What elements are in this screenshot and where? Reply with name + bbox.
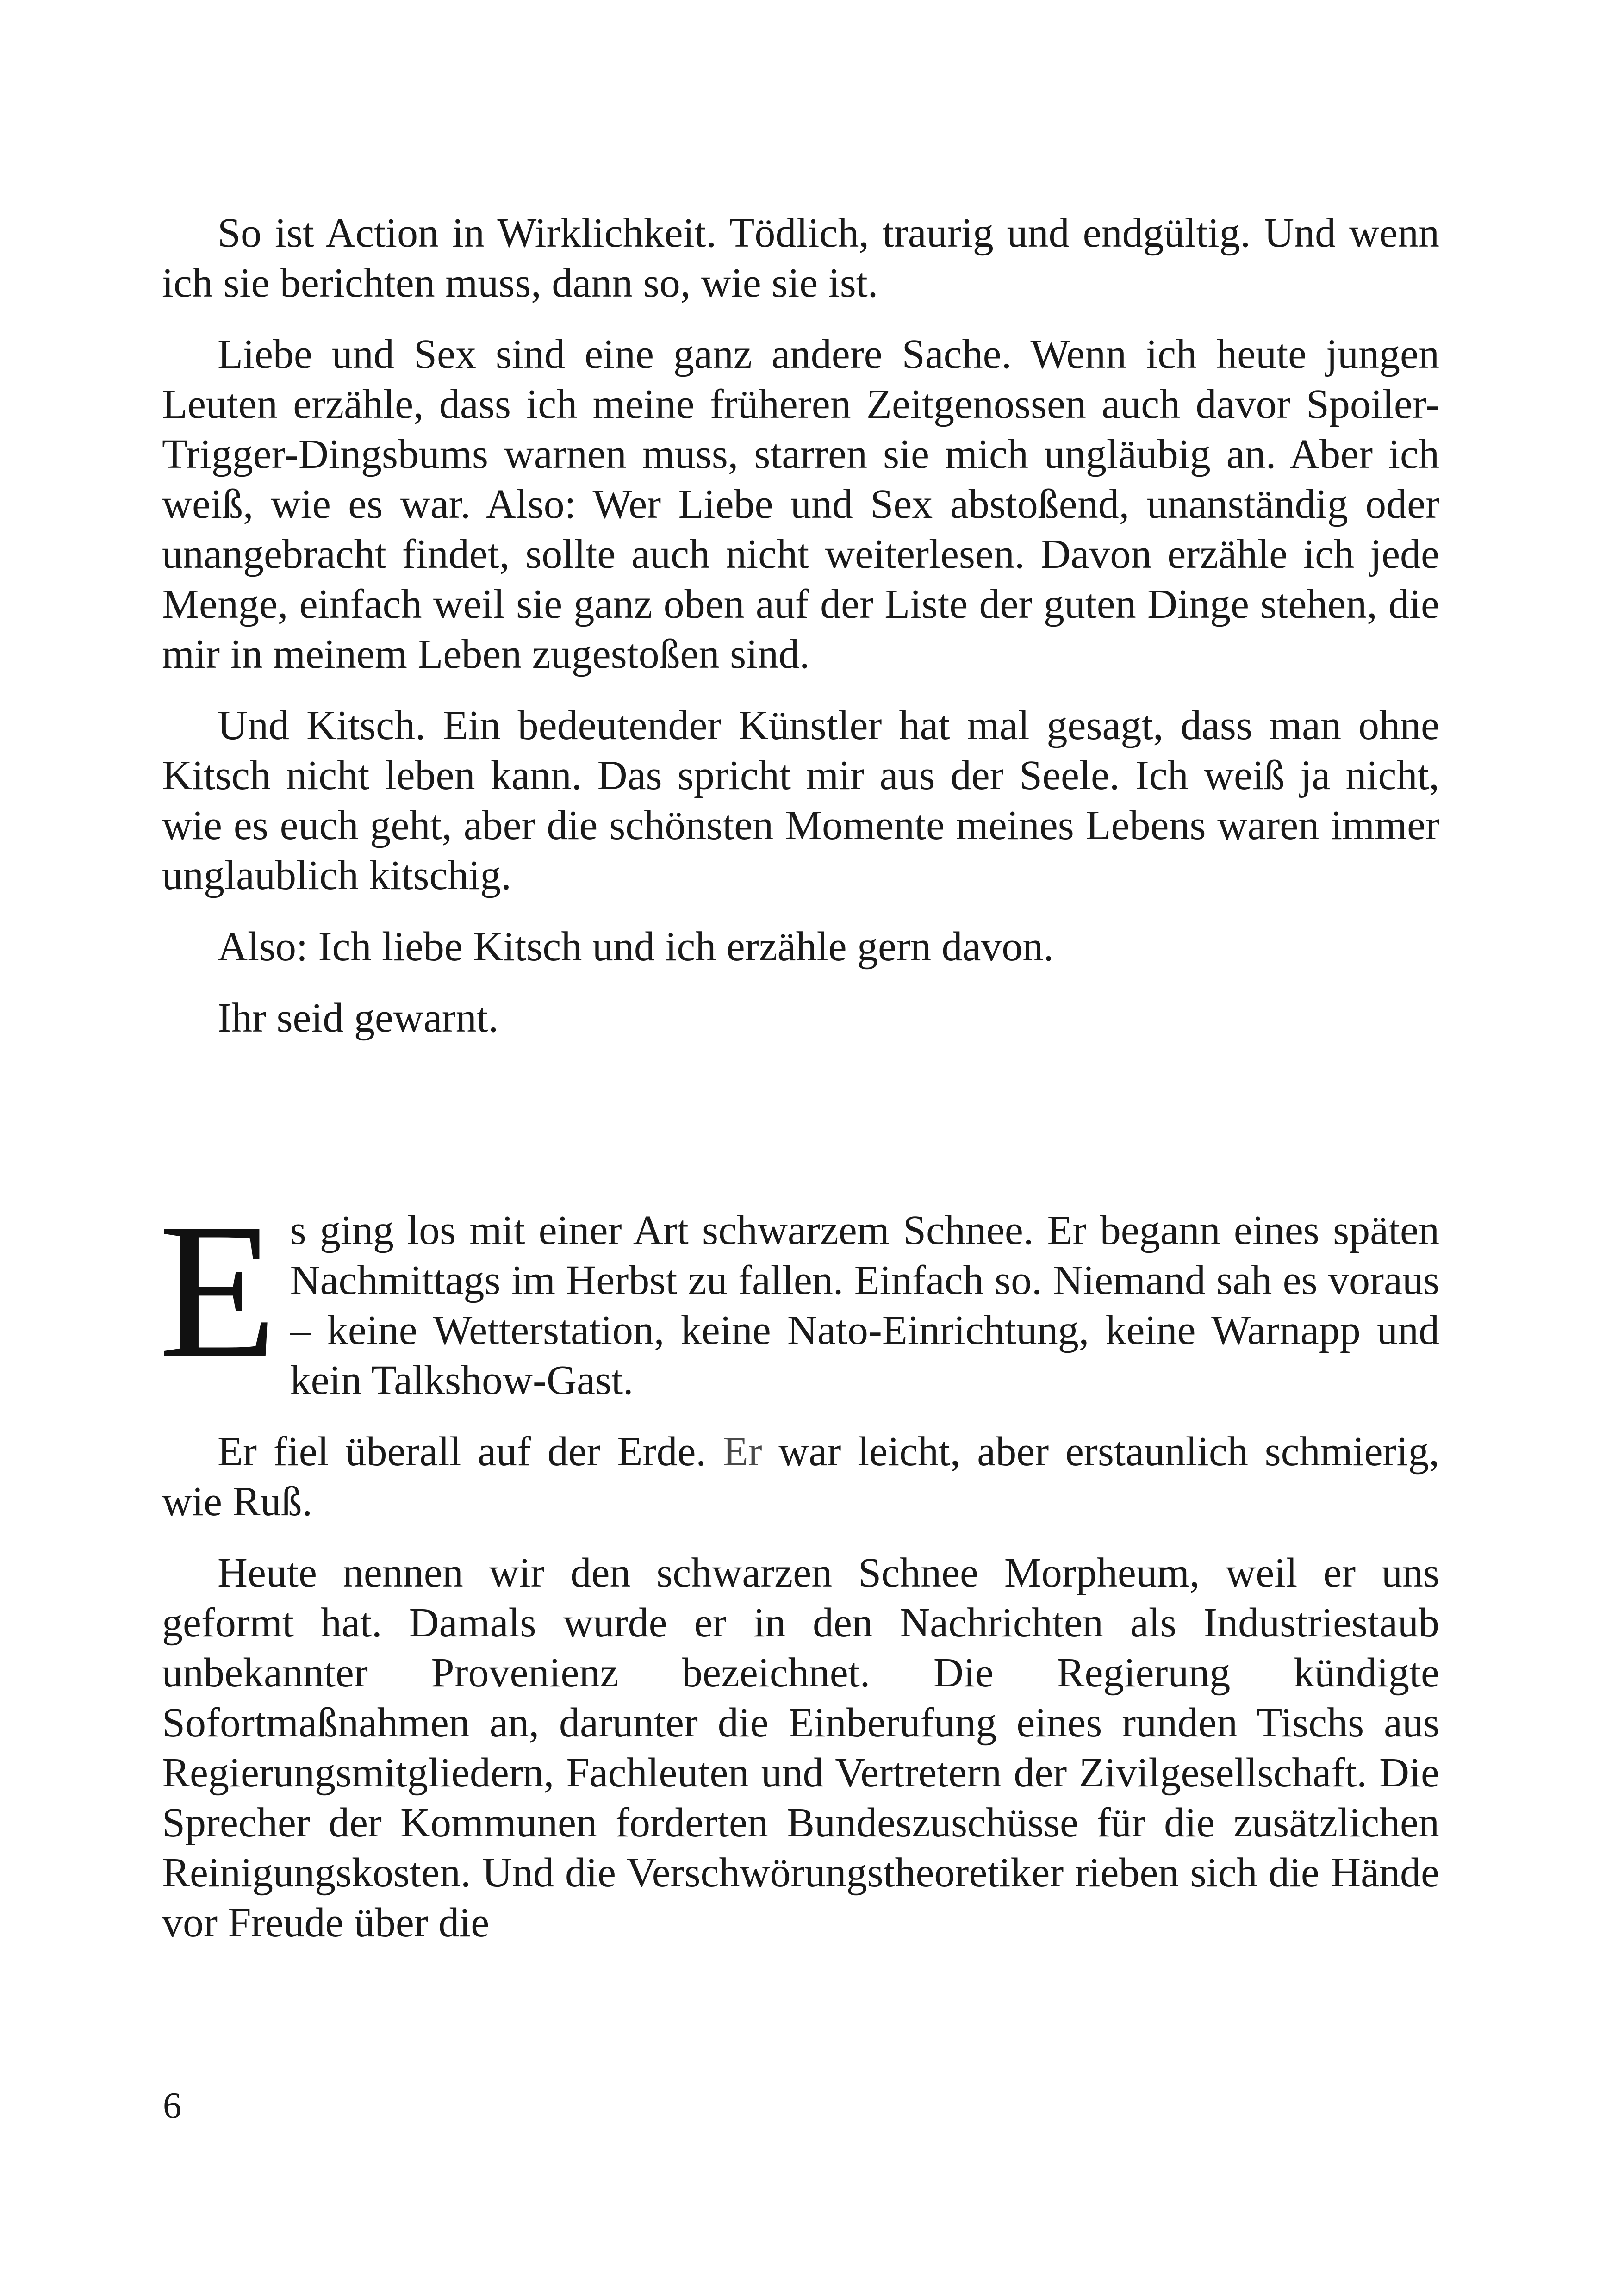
paragraph-earth-muted-word: Er: [722, 1429, 762, 1475]
paragraph-earth-end: war leicht, aber erstaunlich schmierig, wie Ruß.: [162, 1429, 1439, 1524]
chapter-opening-paragraph: [158, 1183, 1439, 1406]
paragraph-love-and-sex: Liebe und Sex sind eine ganz andere Sache. Wenn ich heute jungen Leuten erzähle, dass ich meine früheren Zeitgenossen auch davor Spoiler-Trigger-Dingsbums warnen muss, starren sie mich ungläubig an. Aber ich weiß, wie es war. Also: Wer Liebe und Sex abstoßend, unanständig oder unangebracht findet, sollte auch nicht weiterlesen. Davon erzähle ich jede Menge, einfach weil sie ganz oben auf der Liste der guten Dinge stehen, die mir in meinem Leben zugestoßen sind.: [162, 331, 1439, 677]
chapter-section: [158, 1183, 1439, 1969]
intro-section: [162, 208, 1439, 1064]
drop-cap: E: [158, 1183, 277, 1398]
paragraph-morpheum: Heute nennen wir den schwarzen Schnee Morpheum, weil er uns geformt hat. Damals wurde er in den Nachrichten als Industriestaub unbekannter Provenienz bezeichnet. Die Regierung kündigte Sofortmaßnahmen an, darunter die Einberufung eines runden Tischs aus Regierungsmitgliedern, Fachleuten und Vertretern der Zivilgesellschaft. Die Sprecher der Kommunen forderten Bundeszuschüsse für die zusätzlichen Reinigungskosten. Und die Verschwörungstheoretiker rieben sich die Hände vor Freude über die: [162, 1550, 1439, 1946]
page-number: 6: [163, 2085, 181, 2126]
paragraph-kitsch: Und Kitsch. Ein bedeutender Künstler hat mal gesagt, dass man ohne Kitsch nicht leben kann. Das spricht mir aus der Seele. Ich weiß ja nicht, wie es euch geht, aber die schönsten Momente meines Lebens waren immer unglaublich kitschig.: [162, 703, 1439, 898]
paragraph-action: So ist Action in Wirklichkeit. Tödlich, traurig und endgültig. Und wenn ich sie berichten muss, dann so, wie sie ist.: [162, 210, 1439, 306]
chapter-opening-text: s ging los mit einer Art schwarzem Schnee. Er begann eines späten Nachmittags im Herbst zu fallen. Einfach so. Niemand sah es voraus – keine Wetterstation, keine Nato-Einrichtung, keine Warnapp und kein Talkshow-Gast.: [290, 1207, 1439, 1403]
paragraph-love-kitsch: Also: Ich liebe Kitsch und ich erzähle gern davon.: [218, 924, 1054, 970]
paragraph-warned: Ihr seid gewarnt.: [218, 995, 499, 1041]
paragraph-earth: [162, 1427, 1439, 1527]
paragraph-earth-start: Er fiel überall auf der Erde.: [218, 1429, 723, 1475]
